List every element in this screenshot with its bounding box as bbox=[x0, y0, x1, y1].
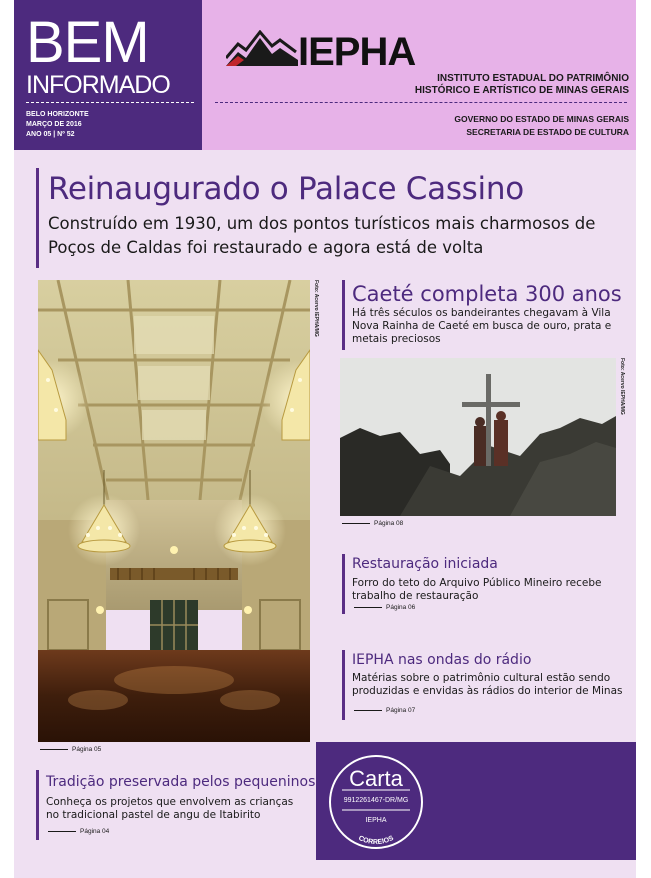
story-caete-body: Há três séculos os bandeirantes chegavam à Vila Nova Rainha de Caeté em busca de ouro, prata e metais preciosos bbox=[352, 307, 612, 345]
masthead bbox=[14, 0, 202, 150]
tradicao-page-ref-text: Página 04 bbox=[80, 828, 110, 835]
radio-page-ref bbox=[354, 707, 415, 714]
story-tradicao-accent-bar bbox=[36, 770, 39, 840]
postage-number: 9912261467-DR/MG bbox=[343, 797, 409, 804]
postage-stamp-icon bbox=[320, 746, 432, 858]
tradicao-page-ref bbox=[48, 828, 109, 835]
secretariat-line: SECRETARIA DE ESTADO DE CULTURA bbox=[466, 127, 629, 137]
postage-carrier-text: CORREIOS bbox=[357, 834, 395, 847]
story-caete-accent-bar bbox=[342, 280, 345, 350]
caete-cross-photo bbox=[340, 358, 616, 516]
story-tradicao-body: Conheça os projetos que envolvem as crianças no tradicional pastel de angu de Itabirito bbox=[46, 796, 294, 821]
publisher-divider bbox=[215, 102, 627, 103]
institute-line2: HISTÓRICO E ARTÍSTICO DE MINAS GERAIS bbox=[414, 85, 629, 96]
caete-photo-credit: Foto: Acervo IEPHA/MG bbox=[619, 358, 625, 415]
institute-line1: INSTITUTO ESTADUAL DO PATRIMÔNIO bbox=[437, 73, 629, 84]
page-ref-rule bbox=[354, 710, 382, 711]
story-restauracao-accent-bar bbox=[342, 554, 345, 614]
iepha-logo-text: IEPHA bbox=[298, 30, 416, 74]
palace-cassino-photo bbox=[38, 280, 310, 742]
caete-page-ref bbox=[342, 520, 403, 527]
masthead-meta bbox=[26, 110, 89, 140]
main-headline: Reinaugurado o Palace Cassino bbox=[48, 171, 524, 207]
page-ref-rule bbox=[48, 831, 76, 832]
radio-page-ref-text: Página 07 bbox=[386, 707, 416, 714]
masthead-title-line2: INFORMADO bbox=[26, 71, 170, 99]
story-restauracao-title: Restauração iniciada bbox=[352, 556, 498, 572]
main-page-ref bbox=[40, 746, 101, 753]
restauracao-page-ref bbox=[354, 604, 415, 611]
page-ref-rule bbox=[40, 749, 68, 750]
masthead-divider bbox=[26, 102, 194, 103]
masthead-city: BELO HORIZONTE bbox=[26, 111, 89, 118]
story-radio-accent-bar bbox=[342, 650, 345, 720]
main-page-ref-text: Página 05 bbox=[72, 746, 102, 753]
masthead-title-line1: BEM bbox=[26, 10, 149, 75]
page-ref-rule bbox=[354, 607, 382, 608]
ballroom-illustration bbox=[38, 280, 310, 742]
headline-accent-bar bbox=[36, 168, 39, 268]
postage-sender: IEPHA bbox=[365, 817, 387, 824]
page-ref-rule bbox=[342, 523, 370, 524]
story-radio-title: IEPHA nas ondas do rádio bbox=[352, 652, 532, 668]
story-radio-body: Matérias sobre o patrimônio cultural estão sendo produzidas e envidas às rádios do interior de Minas bbox=[352, 672, 623, 697]
story-caete-title: Caeté completa 300 anos bbox=[352, 282, 622, 306]
masthead-date: MARÇO DE 2016 bbox=[26, 121, 82, 128]
mountain-cross-illustration bbox=[340, 358, 616, 516]
iepha-mountain-logo-icon bbox=[226, 30, 298, 70]
story-tradicao-title: Tradição preservada pelos pequeninos bbox=[46, 774, 316, 790]
government-line: GOVERNO DO ESTADO DE MINAS GERAIS bbox=[454, 114, 629, 124]
story-restauracao-body: Forro do teto do Arquivo Público Mineiro recebe trabalho de restauração bbox=[352, 577, 602, 602]
postage-carrier bbox=[357, 835, 395, 846]
main-photo-credit: Foto: Acervo IEPHA/MG bbox=[313, 280, 319, 337]
postage-label: Carta bbox=[349, 766, 403, 791]
masthead-issue: ANO 05 | Nº 52 bbox=[26, 131, 75, 138]
main-subheadline: Construído em 1930, um dos pontos turísticos mais charmosos de Poços de Caldas foi restaurado e agora está de volta bbox=[48, 214, 596, 257]
caete-page-ref-text: Página 08 bbox=[374, 520, 404, 527]
restauracao-page-ref-text: Página 06 bbox=[386, 604, 416, 611]
